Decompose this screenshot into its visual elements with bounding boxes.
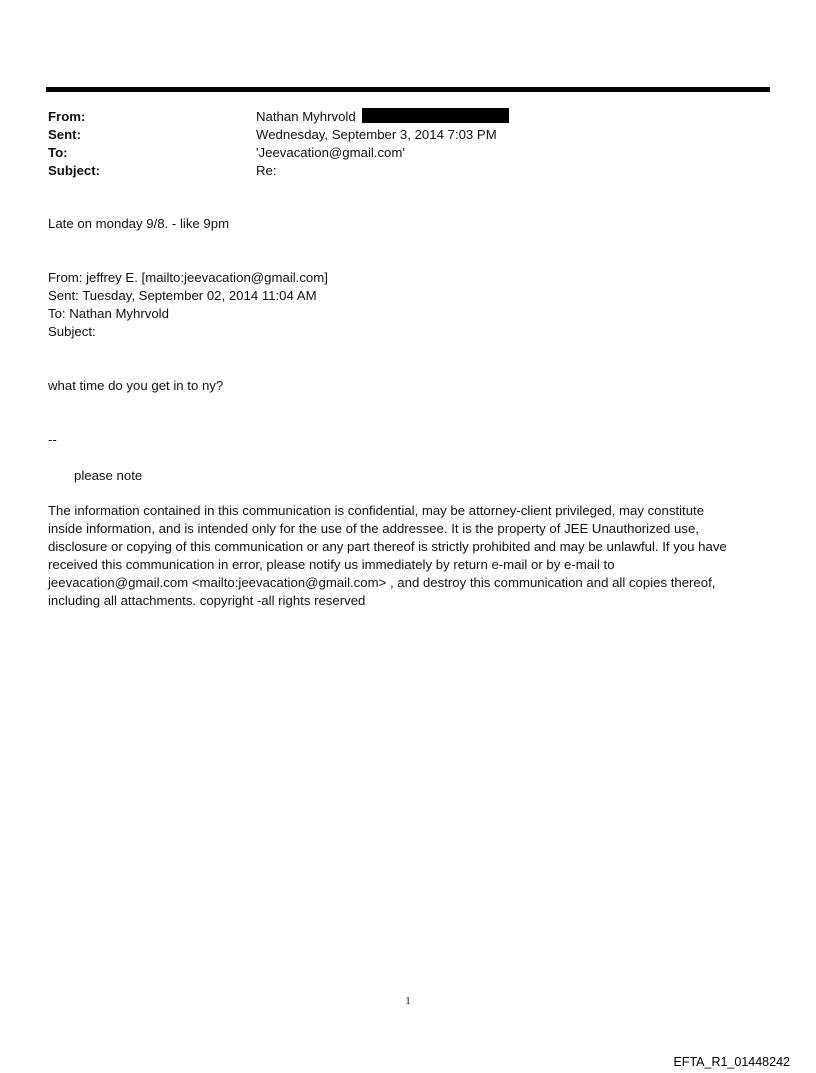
reply-text: Late on monday 9/8. - like 9pm: [48, 216, 230, 231]
disclaimer-line: jeevacation@gmail.com <mailto:jeevacation@gmail.com> , and destroy this communication and all copies thereof,: [48, 575, 716, 590]
subject-label: Subject:: [48, 163, 101, 178]
question-text: what time do you get in to ny?: [48, 378, 224, 393]
quoted-subject: Subject:: [48, 324, 96, 339]
disclaimer-line: received this communication in error, please notify us immediately by return e-mail or by e-mail to: [48, 557, 615, 572]
to-row: [48, 144, 509, 162]
document-id: EFTA_R1_01448242: [673, 1055, 790, 1069]
quoted-to: To: Nathan Myhrvold: [48, 306, 169, 321]
quoted-sent: Sent: Tuesday, September 02, 2014 11:04 AM: [48, 288, 317, 303]
to-label: To:: [48, 145, 68, 160]
confidentiality-disclaimer: [48, 502, 778, 610]
signature-separator: [48, 431, 778, 449]
quoted-from: From: jeffrey E. [mailto:jeevacation@gmail.com]: [48, 270, 328, 285]
from-value: [256, 108, 509, 126]
redaction-block: [362, 108, 509, 123]
subject-row: [48, 162, 509, 180]
to-value: 'Jeevacation@gmail.com': [256, 145, 405, 160]
disclaimer-line: including all attachments. copyright -all rights reserved: [48, 593, 366, 608]
reply-body: [48, 215, 778, 233]
from-row: [48, 108, 509, 126]
please-note: please note: [74, 468, 143, 483]
quoted-header: [48, 269, 778, 341]
subject-value: Re:: [256, 163, 277, 178]
page-number: 1: [405, 995, 411, 1007]
sent-row: [48, 126, 509, 144]
disclaimer-line: disclosure or copying of this communication or any part thereof is strictly prohibited and may be unlawful. If you have: [48, 539, 727, 554]
from-label: From:: [48, 109, 86, 124]
disclaimer-line: inside information, and is intended only for the use of the addressee. It is the property of JEE Unauthorized use,: [48, 521, 699, 536]
signature-note: [74, 467, 804, 485]
email-header: [48, 108, 509, 180]
sent-value: Wednesday, September 3, 2014 7:03 PM: [256, 127, 497, 142]
from-name: Nathan Myhrvold: [256, 109, 356, 124]
signature-dash: --: [48, 432, 57, 447]
quoted-body: [48, 377, 778, 395]
disclaimer-line: The information contained in this communication is confidential, may be attorney-client privileged, may constitute: [48, 503, 705, 518]
header-rule: [46, 87, 770, 92]
sent-label: Sent:: [48, 127, 81, 142]
